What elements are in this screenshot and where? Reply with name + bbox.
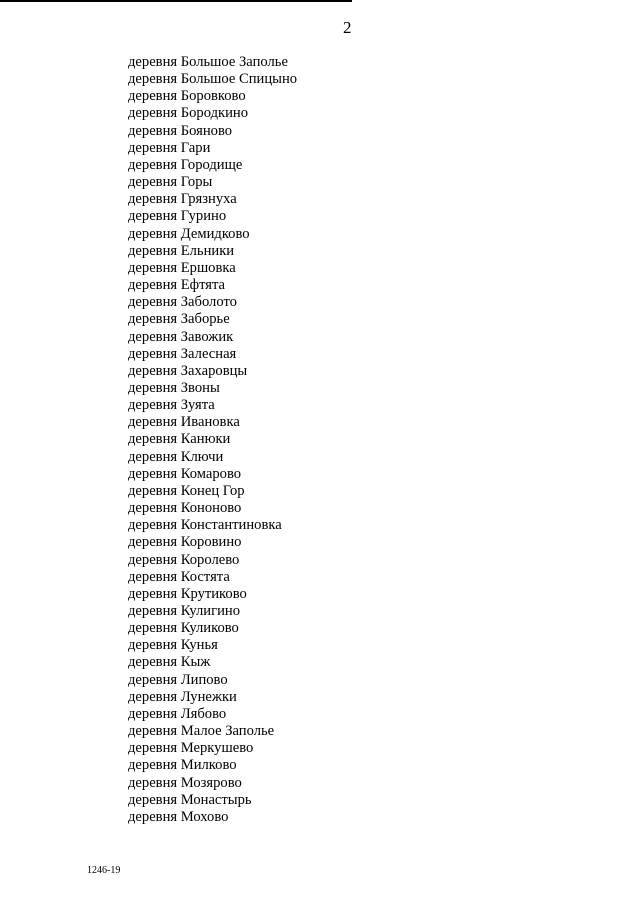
list-item: деревня Коровино xyxy=(128,534,242,551)
list-item: деревня Гурино xyxy=(128,208,227,225)
list-item: деревня Большое Заполье xyxy=(128,54,288,70)
list-item: деревня Ефтята xyxy=(128,277,226,294)
list-item: деревня Кунья xyxy=(128,637,218,654)
list-item: деревня Мохово xyxy=(128,808,229,825)
list-item: деревня Ельники xyxy=(128,242,235,259)
list-item: деревня Бояново xyxy=(128,122,233,139)
list-item: деревня Лунежки xyxy=(128,688,237,705)
list-item: деревня Куликово xyxy=(128,620,239,637)
list-item: деревня Ивановка xyxy=(128,414,240,431)
list-item: деревня Горы xyxy=(128,174,213,191)
village-list xyxy=(128,54,297,826)
list-item: деревня Кононово xyxy=(128,500,242,517)
list-item: деревня Липово xyxy=(128,671,228,688)
list-item: деревня Звоны xyxy=(128,379,220,396)
list-item: деревня Ершовка xyxy=(128,259,236,276)
list-item: деревня Малое Заполье xyxy=(128,723,275,740)
list-item: деревня Большое Спицыно xyxy=(128,71,298,88)
list-item: деревня Захаровцы xyxy=(128,362,248,379)
list-item: деревня Городище xyxy=(128,156,243,173)
list-item: деревня Залесная xyxy=(128,345,237,362)
list-item: деревня Королево xyxy=(128,551,240,568)
list-item: деревня Ключи xyxy=(128,448,224,465)
list-item: деревня Кулигино xyxy=(128,603,241,619)
list-item: деревня Крутиково xyxy=(128,585,247,602)
list-item: деревня Демидково xyxy=(128,225,250,242)
list-item: деревня Грязнуха xyxy=(128,191,237,208)
list-item: деревня Кыж xyxy=(128,654,211,671)
list-item: деревня Заборье xyxy=(128,311,230,328)
document-code: 1246-19 xyxy=(87,865,121,876)
list-item: деревня Конец Гор xyxy=(128,482,245,499)
list-item: деревня Меркушево xyxy=(128,740,254,757)
list-item: деревня Зуята xyxy=(128,397,215,414)
list-item: деревня Комарово xyxy=(128,465,242,482)
list-item: деревня Гари xyxy=(128,139,211,156)
list-item: деревня Боровково xyxy=(128,88,246,105)
list-item: деревня Бородкино xyxy=(128,105,249,122)
list-item: деревня Костята xyxy=(128,568,230,585)
list-item: деревня Заболото xyxy=(128,294,237,311)
list-item: деревня Лябово xyxy=(128,705,227,722)
list-item: деревня Милково xyxy=(128,757,237,774)
page-number: 2 xyxy=(343,18,352,37)
top-border-line xyxy=(0,0,352,2)
list-item: деревня Константиновка xyxy=(128,517,282,534)
list-item: деревня Канюки xyxy=(128,431,231,448)
list-item: деревня Завожик xyxy=(128,328,234,345)
list-item: деревня Мозярово xyxy=(128,774,242,791)
list-item: деревня Монастырь xyxy=(128,791,252,808)
